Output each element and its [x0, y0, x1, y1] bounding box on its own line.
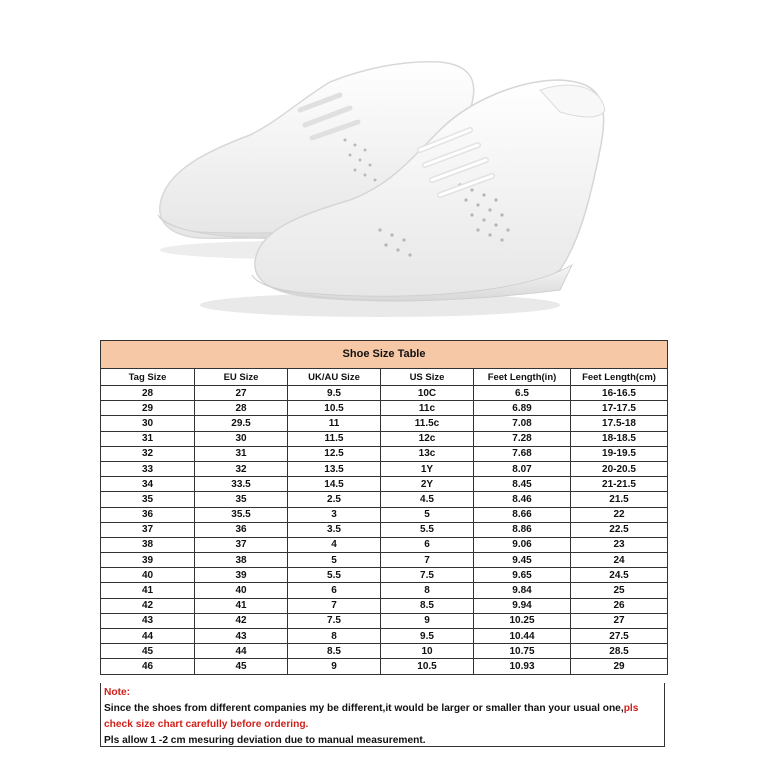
- table-cell: 8.66: [474, 507, 571, 522]
- table-row: [101, 553, 668, 568]
- table-cell: 23: [571, 537, 668, 552]
- table-row: [101, 537, 668, 552]
- table-cell: 5: [288, 553, 381, 568]
- table-cell: 22.5: [571, 522, 668, 537]
- note-block: [100, 683, 665, 747]
- table-cell: 10.44: [474, 629, 571, 644]
- table-cell: 39: [195, 568, 288, 583]
- table-cell: 11.5c: [381, 416, 474, 431]
- table-cell: 34: [101, 477, 195, 492]
- table-cell: 7: [288, 598, 381, 613]
- table-cell: 3: [288, 507, 381, 522]
- table-cell: 28.5: [571, 644, 668, 659]
- table-cell: 35: [195, 492, 288, 507]
- table-cell: 5.5: [381, 522, 474, 537]
- table-cell: 40: [101, 568, 195, 583]
- table-cell: 9.65: [474, 568, 571, 583]
- table-cell: 24: [571, 553, 668, 568]
- table-row: [101, 613, 668, 628]
- table-cell: 13c: [381, 446, 474, 461]
- table-cell: 33.5: [195, 477, 288, 492]
- table-cell: 10: [381, 644, 474, 659]
- table-row: [101, 492, 668, 507]
- table-cell: 39: [101, 553, 195, 568]
- table-cell: 9: [381, 613, 474, 628]
- table-cell: 24.5: [571, 568, 668, 583]
- table-row: [101, 659, 668, 674]
- table-cell: 9.06: [474, 537, 571, 552]
- table-cell: 6.5: [474, 386, 571, 401]
- shoe-size-table: [100, 340, 668, 675]
- note-label: Note:: [104, 687, 131, 698]
- table-cell: 21.5: [571, 492, 668, 507]
- table-cell: 26: [571, 598, 668, 613]
- table-cell: 16-16.5: [571, 386, 668, 401]
- table-cell: 11c: [381, 401, 474, 416]
- note-line2: check size chart carefully before ordering.: [104, 719, 309, 730]
- table-cell: 22: [571, 507, 668, 522]
- table-cell: 31: [101, 431, 195, 446]
- table-cell: 5.5: [288, 568, 381, 583]
- table-cell: 28: [101, 386, 195, 401]
- table-cell: 41: [195, 598, 288, 613]
- table-cell: 44: [101, 629, 195, 644]
- table-cell: 2.5: [288, 492, 381, 507]
- table-title: Shoe Size Table: [101, 341, 668, 369]
- table-cell: 8.5: [381, 598, 474, 613]
- table-cell: 7.08: [474, 416, 571, 431]
- table-cell: 12.5: [288, 446, 381, 461]
- table-cell: 41: [101, 583, 195, 598]
- column-header: Feet Length(cm): [571, 369, 668, 386]
- table-cell: 43: [101, 613, 195, 628]
- table-cell: 29: [101, 401, 195, 416]
- table-cell: 9: [288, 659, 381, 674]
- table-cell: 4.5: [381, 492, 474, 507]
- table-cell: 27: [571, 613, 668, 628]
- table-cell: 17.5-18: [571, 416, 668, 431]
- table-row: [101, 583, 668, 598]
- table-cell: 46: [101, 659, 195, 674]
- table-cell: 8.5: [288, 644, 381, 659]
- table-cell: 7.28: [474, 431, 571, 446]
- table-cell: 10.5: [381, 659, 474, 674]
- table-cell: 37: [195, 537, 288, 552]
- table-cell: 7.68: [474, 446, 571, 461]
- table-cell: 44: [195, 644, 288, 659]
- table-row: [101, 568, 668, 583]
- table-cell: 14.5: [288, 477, 381, 492]
- table-cell: 6: [381, 537, 474, 552]
- table-cell: 8: [288, 629, 381, 644]
- table-cell: 6.89: [474, 401, 571, 416]
- note-line1-red: pls: [623, 703, 639, 714]
- table-cell: 10.25: [474, 613, 571, 628]
- table-cell: 13.5: [288, 461, 381, 476]
- table-cell: 25: [571, 583, 668, 598]
- table-cell: 7: [381, 553, 474, 568]
- table-cell: 31: [195, 446, 288, 461]
- table-row: [101, 507, 668, 522]
- table-cell: 12c: [381, 431, 474, 446]
- table-cell: 38: [195, 553, 288, 568]
- table-cell: 40: [195, 583, 288, 598]
- table-cell: 10.5: [288, 401, 381, 416]
- table-cell: 9.84: [474, 583, 571, 598]
- table-cell: 17-17.5: [571, 401, 668, 416]
- table-cell: 9.5: [288, 386, 381, 401]
- table-cell: 37: [101, 522, 195, 537]
- table-row: [101, 446, 668, 461]
- table-cell: 8.45: [474, 477, 571, 492]
- table-cell: 8.07: [474, 461, 571, 476]
- table-cell: 38: [101, 537, 195, 552]
- table-cell: 7.5: [288, 613, 381, 628]
- column-header: UK/AU Size: [288, 369, 381, 386]
- column-header: US Size: [381, 369, 474, 386]
- table-cell: 10C: [381, 386, 474, 401]
- table-cell: 5: [381, 507, 474, 522]
- table-cell: 28: [195, 401, 288, 416]
- table-cell: 36: [101, 507, 195, 522]
- table-cell: 4: [288, 537, 381, 552]
- table-cell: 9.45: [474, 553, 571, 568]
- table-cell: 10.93: [474, 659, 571, 674]
- table-row: [101, 401, 668, 416]
- table-cell: 27.5: [571, 629, 668, 644]
- table-cell: 18-18.5: [571, 431, 668, 446]
- table-cell: 9.5: [381, 629, 474, 644]
- table-cell: 20-20.5: [571, 461, 668, 476]
- sneakers-illustration: [0, 0, 768, 335]
- column-header: EU Size: [195, 369, 288, 386]
- table-cell: 7.5: [381, 568, 474, 583]
- table-cell: 32: [195, 461, 288, 476]
- column-header: Tag Size: [101, 369, 195, 386]
- table-cell: 29: [571, 659, 668, 674]
- table-cell: 33: [101, 461, 195, 476]
- column-header: Feet Length(in): [474, 369, 571, 386]
- table-cell: 32: [101, 446, 195, 461]
- table-row: [101, 431, 668, 446]
- table-cell: 10.75: [474, 644, 571, 659]
- table-row: [101, 598, 668, 613]
- table-cell: 19-19.5: [571, 446, 668, 461]
- table-cell: 45: [195, 659, 288, 674]
- table-cell: 35: [101, 492, 195, 507]
- table-row: [101, 629, 668, 644]
- table-cell: 11.5: [288, 431, 381, 446]
- table-cell: 35.5: [195, 507, 288, 522]
- table-row: [101, 416, 668, 431]
- table-cell: 8.46: [474, 492, 571, 507]
- table-cell: 21-21.5: [571, 477, 668, 492]
- table-cell: 29.5: [195, 416, 288, 431]
- table-cell: 30: [101, 416, 195, 431]
- table-row: [101, 461, 668, 476]
- table-cell: 8: [381, 583, 474, 598]
- table-row: [101, 477, 668, 492]
- table-row: [101, 644, 668, 659]
- note-line1-text: Since the shoes from different companies my be different,it would be larger or smaller than your usual one,: [104, 703, 624, 714]
- table-cell: 42: [101, 598, 195, 613]
- table-cell: 30: [195, 431, 288, 446]
- table-cell: 45: [101, 644, 195, 659]
- table-cell: 11: [288, 416, 381, 431]
- table-cell: 43: [195, 629, 288, 644]
- table-cell: 2Y: [381, 477, 474, 492]
- table-row: [101, 522, 668, 537]
- table-cell: 9.94: [474, 598, 571, 613]
- table-cell: 1Y: [381, 461, 474, 476]
- note-line3: Pls allow 1 -2 cm mesuring deviation due to manual measurement.: [104, 735, 426, 746]
- table-cell: 36: [195, 522, 288, 537]
- table-cell: 6: [288, 583, 381, 598]
- table-cell: 8.86: [474, 522, 571, 537]
- table-row: [101, 386, 668, 401]
- table-cell: 27: [195, 386, 288, 401]
- product-image: [0, 0, 768, 335]
- table-cell: 3.5: [288, 522, 381, 537]
- table-cell: 42: [195, 613, 288, 628]
